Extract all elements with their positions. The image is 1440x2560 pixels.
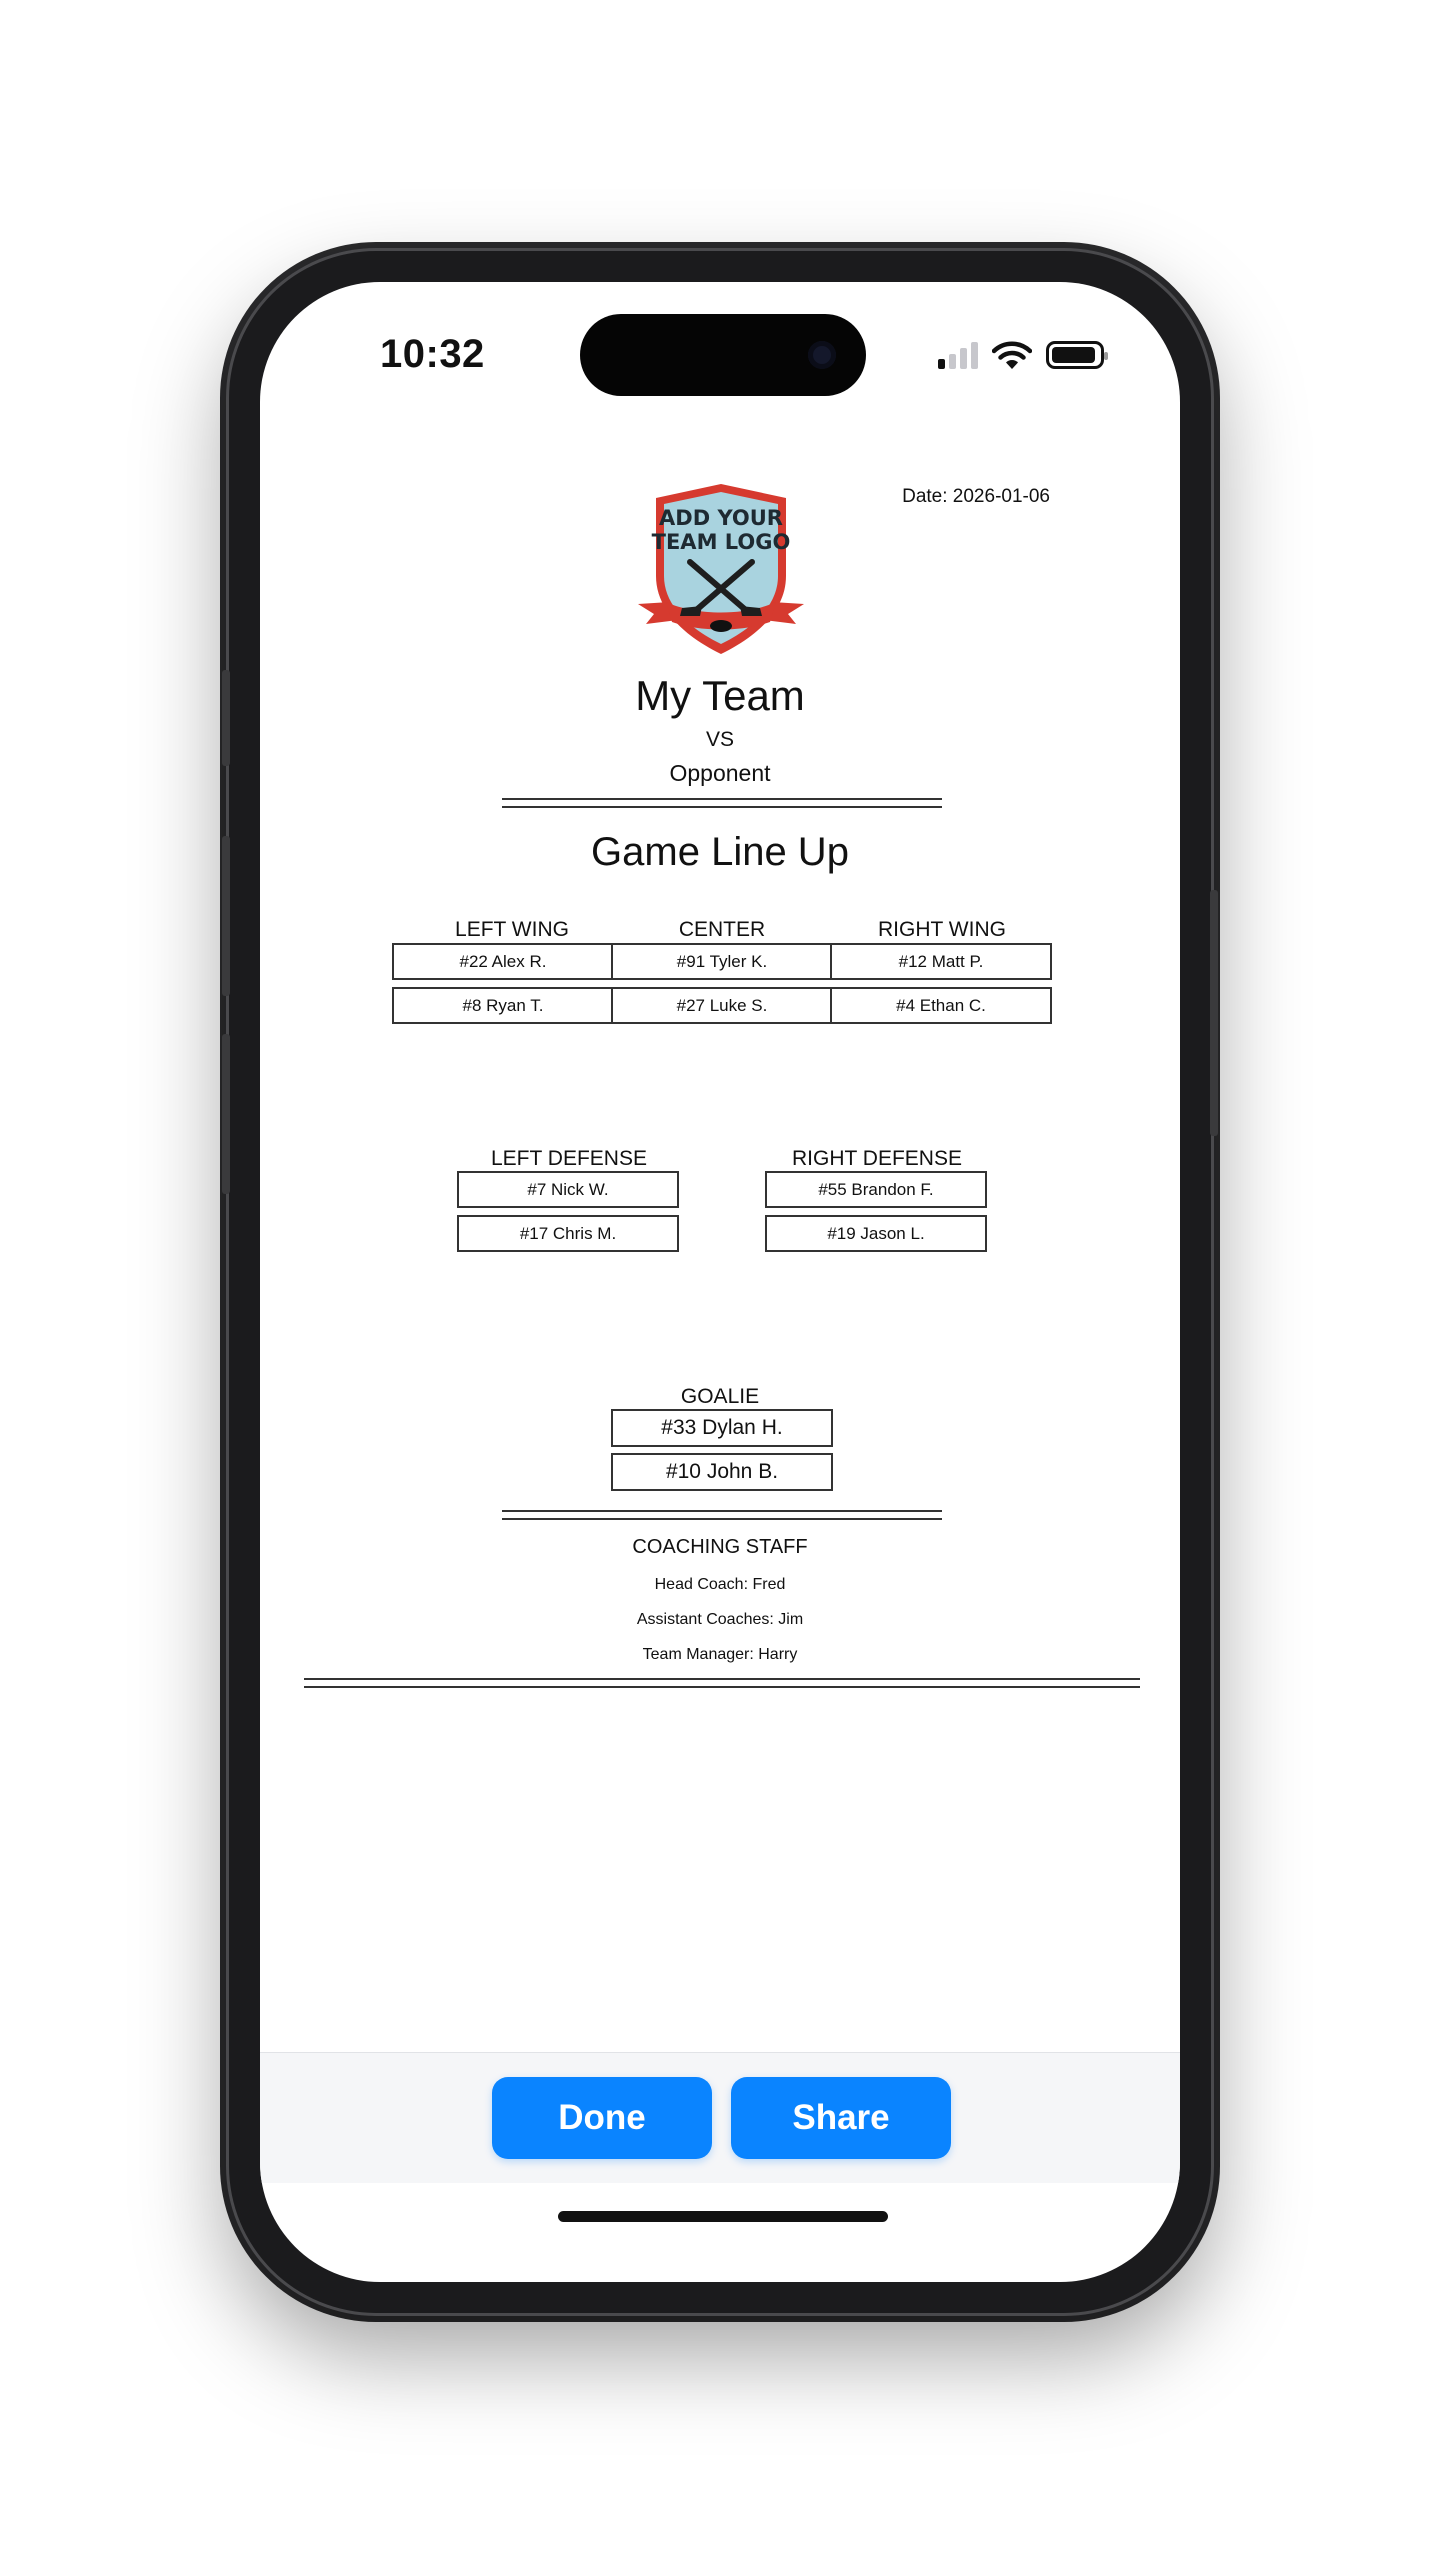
- left-defense-header: LEFT DEFENSE: [491, 1147, 647, 1170]
- bottom-toolbar: [260, 2052, 1180, 2183]
- power-button: [1210, 890, 1218, 1136]
- forward-line1-center: #91 Tyler K.: [611, 943, 833, 980]
- right-defense-2: #19 Jason L.: [765, 1215, 987, 1252]
- divider: [304, 1678, 1140, 1688]
- svg-text:TEAM LOGO: TEAM LOGO: [651, 530, 791, 554]
- team-logo-placeholder[interactable]: [636, 480, 806, 658]
- team-name: My Team: [635, 672, 805, 719]
- action-button: [222, 670, 230, 766]
- forward-line2-right-wing: #4 Ethan C.: [830, 987, 1052, 1024]
- status-time: 10:32: [380, 332, 485, 376]
- goalie-header: GOALIE: [680, 1385, 760, 1408]
- document-date: Date: 2026-01-06: [902, 486, 1050, 507]
- share-button[interactable]: Share: [731, 2077, 951, 2159]
- forward-line1-left-wing: #22 Alex R.: [392, 943, 614, 980]
- opponent-name: Opponent: [669, 760, 771, 786]
- forward-line1-right-wing: #12 Matt P.: [830, 943, 1052, 980]
- done-button[interactable]: Done: [492, 2077, 712, 2159]
- screen: [260, 282, 1180, 2282]
- forward-line2-center: #27 Luke S.: [611, 987, 833, 1024]
- coaching-staff-title: COACHING STAFF: [632, 1536, 808, 1558]
- left-wing-header: LEFT WING: [455, 918, 569, 941]
- svg-text:ADD YOUR: ADD YOUR: [659, 506, 783, 530]
- lineup-title: Game Line Up: [591, 830, 849, 874]
- right-wing-header: RIGHT WING: [878, 918, 1006, 941]
- right-defense-header: RIGHT DEFENSE: [792, 1147, 962, 1170]
- lineup-document: [260, 282, 1180, 2052]
- goalie-2: #10 John B.: [611, 1453, 833, 1491]
- left-defense-1: #7 Nick W.: [457, 1171, 679, 1208]
- forward-line2-left-wing: #8 Ryan T.: [392, 987, 614, 1024]
- left-defense-2: #17 Chris M.: [457, 1215, 679, 1252]
- volume-down-button: [222, 1034, 230, 1194]
- goalie-1: #33 Dylan H.: [611, 1409, 833, 1447]
- divider: [502, 1510, 942, 1520]
- home-indicator[interactable]: [558, 2211, 888, 2222]
- divider: [502, 798, 942, 808]
- head-coach: Head Coach: Fred: [654, 1576, 786, 1593]
- center-header: CENTER: [678, 918, 766, 941]
- team-manager: Team Manager: Harry: [642, 1646, 798, 1663]
- volume-up-button: [222, 836, 230, 996]
- assistant-coaches: Assistant Coaches: Jim: [636, 1611, 804, 1628]
- right-defense-1: #55 Brandon F.: [765, 1171, 987, 1208]
- versus-label: VS: [705, 728, 734, 751]
